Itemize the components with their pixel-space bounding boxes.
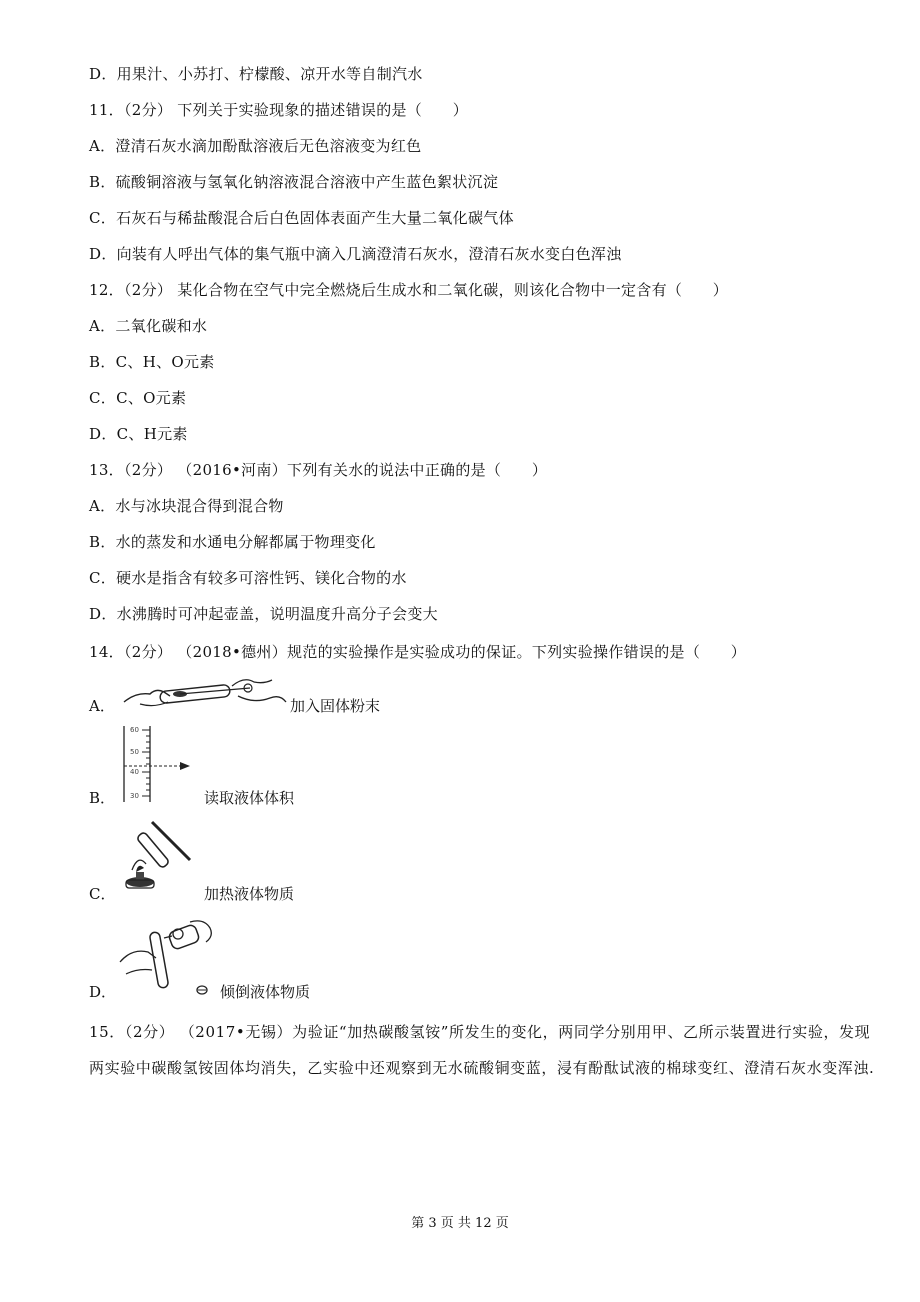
q14-option-a-label: A． xyxy=(89,697,115,715)
q14-option-a-caption: 加入固体粉末 xyxy=(290,697,381,715)
q11-option-d: D．向装有人呼出气体的集气瓶中滴入几滴澄清石灰水，澄清石灰水变白色浑浊 xyxy=(89,245,622,263)
q13-option-b: B．水的蒸发和水通电分解都属于物理变化 xyxy=(89,533,376,551)
scale-label-50: 50 xyxy=(130,748,139,756)
q14-option-d-label: D． xyxy=(89,983,117,1001)
pouring-liquid-figure xyxy=(118,918,218,998)
q12-option-b: B．C、H、O元素 xyxy=(89,353,215,371)
scale-label-60: 60 xyxy=(130,726,139,734)
q14-option-d-caption: 倾倒液体物质 xyxy=(220,983,311,1001)
q11-option-b: B．硫酸铜溶液与氢氧化钠溶液混合溶液中产生蓝色絮状沉淀 xyxy=(89,173,499,191)
q11-option-c: C．石灰石与稀盐酸混合后白色固体表面产生大量二氧化碳气体 xyxy=(89,209,514,227)
scale-label-40: 40 xyxy=(130,768,139,776)
q10-option-d: D．用果汁、小苏打、柠檬酸、凉开水等自制汽水 xyxy=(89,65,423,83)
q14-option-b-caption: 读取液体体积 xyxy=(204,789,295,807)
q14-option-c-caption: 加热液体物质 xyxy=(204,885,295,903)
q13-option-c: C．硬水是指含有较多可溶性钙、镁化合物的水 xyxy=(89,569,407,587)
scale-label-30: 30 xyxy=(130,792,139,800)
q13-option-d: D．水沸腾时可冲起壶盖，说明温度升高分子会变大 xyxy=(89,605,438,623)
q13-stem: 13．（2分） （2016•河南）下列有关水的说法中正确的是（ ） xyxy=(89,461,548,479)
q11-stem: 11．（2分） 下列关于实验现象的描述错误的是（ ） xyxy=(89,101,469,119)
q14-option-c-label: C． xyxy=(89,885,116,903)
q12-option-a: A．二氧化碳和水 xyxy=(89,317,208,335)
q12-stem: 12．（2分） 某化合物在空气中完全燃烧后生成水和二氧化碳，则该化合物中一定含有（ ） xyxy=(89,281,729,299)
q12-option-d: D．C、H元素 xyxy=(89,425,188,443)
q11-option-a: A．澄清石灰水滴加酚酞溶液后无色溶液变为红色 xyxy=(89,137,422,155)
q13-option-a: A．水与冰块混合得到混合物 xyxy=(89,497,284,515)
q12-option-c: C．C、O元素 xyxy=(89,389,187,407)
add-solid-powder-figure xyxy=(120,674,290,714)
heating-liquid-figure xyxy=(118,820,198,895)
page-footer: 第 3 页 共 12 页 xyxy=(411,1216,509,1231)
q14-stem: 14．（2分） （2018•德州）规范的实验操作是实验成功的保证。下列实验操作错误的是（ ） xyxy=(89,643,747,661)
q15-stem: 15．（2分） （2017•无锡）为验证“加热碳酸氢铵”所发生的变化，两同学分别用甲、乙所示装置进行实验，发现两实验中碳酸氢铵固体均消失，乙实验中还观察到无水硫酸铜变蓝，浸有酚酞试液的棉球变红、澄清石灰水变浑浊. xyxy=(89,1023,875,1077)
q14-option-b-label: B． xyxy=(89,789,116,807)
